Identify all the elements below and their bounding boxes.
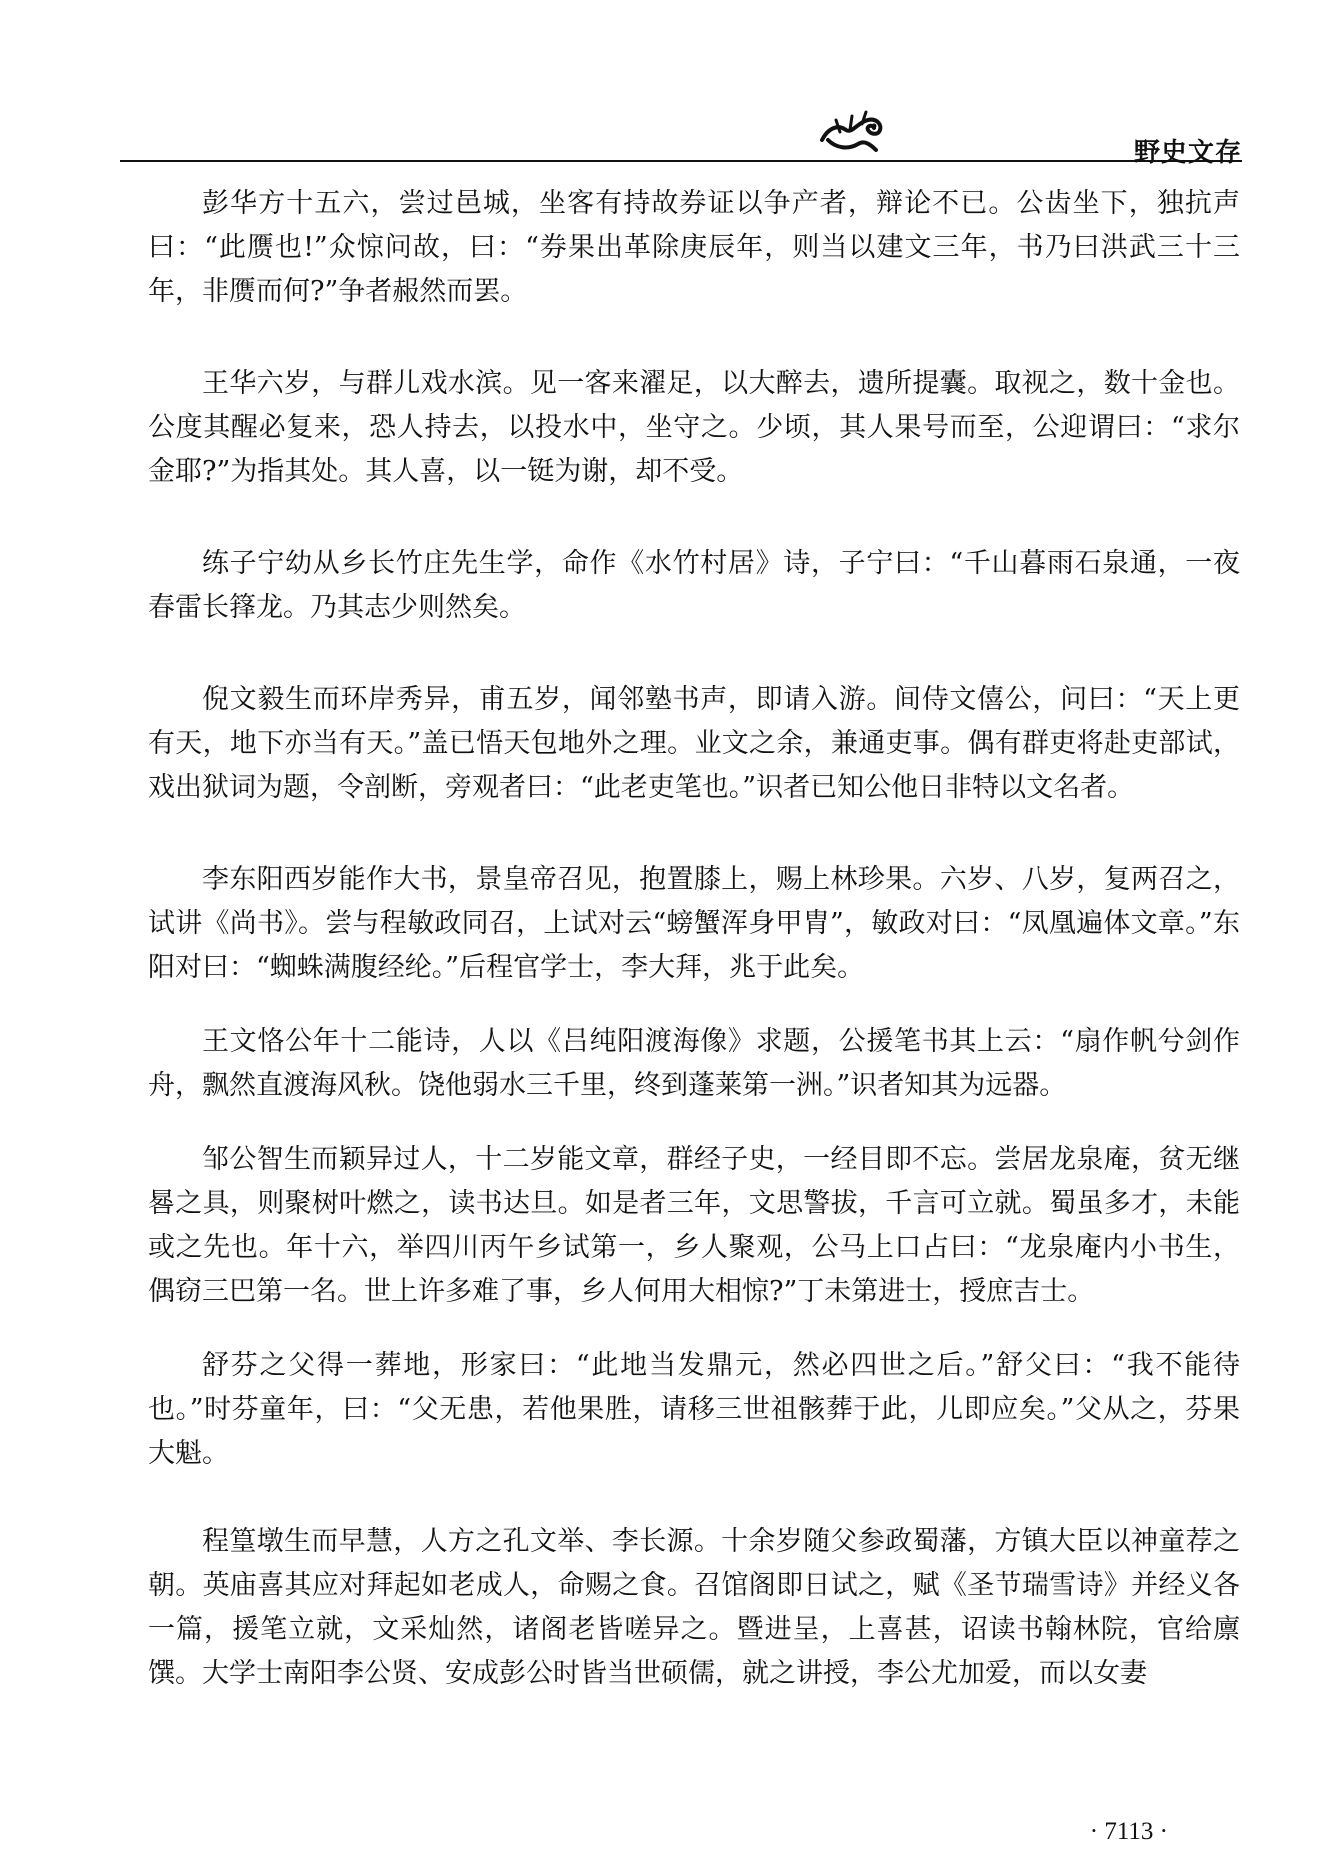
paragraph: 练子宁幼从乡长竹庄先生学，命作《水竹村居》诗，子宁曰：“千山暮雨石泉通，一夜春雷长箨龙。乃其志少则然矣。 — [148, 548, 1240, 623]
article-body — [148, 182, 1240, 1696]
paragraph: 王华六岁，与群儿戏水滨。见一客来濯足，以大醉去，遗所提囊。取视之，数十金也。公度其醒必复来，恐人持去，以投水中，坐守之。少顷，其人果号而至，公迎谓曰：“求尔金耶?”为指其处。其人喜，以一铤为谢，却不受。 — [148, 368, 1240, 487]
header-title: 野史文存 — [1133, 138, 1242, 168]
paragraph: 邹公智生而颖异过人，十二岁能文章，群经子史，一经目即不忘。尝居龙泉庵，贫无继晷之具，则聚树叶燃之，读书达旦。如是者三年，文思警拔，千言可立就。蜀虽多才，未能或之先也。年十六，举四川丙午乡试第一，乡人聚观，公马上口占曰：“龙泉庵内小书生，偶窃三巴第一名。世上许多难了事，乡人何用大相惊?”丁未第进士，授庶吉士。 — [148, 1144, 1240, 1307]
paragraph: 李东阳西岁能作大书，景皇帝召见，抱置膝上，赐上林珍果。六岁、八岁，复两召之，试讲《尚书》。尝与程敏政同召，上试对云“螃蟹浑身甲胄”，敏政对曰：“凤凰遍体文章。”东阳对曰：“蜘蛛满腹经纶。”后程官学士，李大拜，兆于此矣。 — [148, 864, 1240, 983]
paragraph: 王文恪公年十二能诗，人以《吕纯阳渡海像》求题，公援笔书其上云：“扇作帆兮剑作舟，飘然直渡海风秋。饶他弱水三千里，终到蓬莱第一洲。”识者知其为远器。 — [148, 1026, 1240, 1101]
paragraph: 舒芬之父得一葬地，形家曰：“此地当发鼎元，然必四世之后。”舒父曰：“我不能待也。”时芬童年，曰：“父无患，若他果胜，请移三世祖骸葬于此，儿即应矣。”父从之，芬果大魁。 — [148, 1350, 1240, 1469]
paragraph: 倪文毅生而环岸秀异，甫五岁，闻邻塾书声，即请入游。间侍文僖公，问曰：“天上更有天，地下亦当有天。”盖已悟天包地外之理。业文之余，兼通吏事。偶有群吏将赴吏部试，戏出狱词为题，令剖断，旁观者曰：“此老吏笔也。”识者已知公他日非特以文名者。 — [148, 684, 1240, 803]
page-header — [0, 88, 1322, 168]
dragon-emblem-icon — [818, 110, 888, 154]
paragraph: 彭华方十五六，尝过邑城，坐客有持故券证以争产者，辩论不已。公齿坐下，独抗声曰：“此赝也!”众惊问故，曰：“券果出革除庚辰年，则当以建文三年，书乃曰洪武三十三年，非赝而何?”争者赧然而罢。 — [148, 188, 1240, 307]
header-divider — [120, 160, 1242, 162]
page-number: · 7113 · — [1089, 1818, 1168, 1845]
paragraph: 程篁墩生而早慧，人方之孔文举、李长源。十余岁随父参政蜀藩，方镇大臣以神童荐之朝。英庙喜其应对拜起如老成人，命赐之食。召馆阁即日试之，赋《圣节瑞雪诗》并经义各一篇，援笔立就，文采灿然，诸阁老皆嗟异之。暨进呈，上喜甚，诏读书翰林院，官给廪馔。大学士南阳李公贤、安成彭公时皆当世硕儒，就之讲授，李公尤加爱，而以女妻 — [148, 1526, 1240, 1689]
